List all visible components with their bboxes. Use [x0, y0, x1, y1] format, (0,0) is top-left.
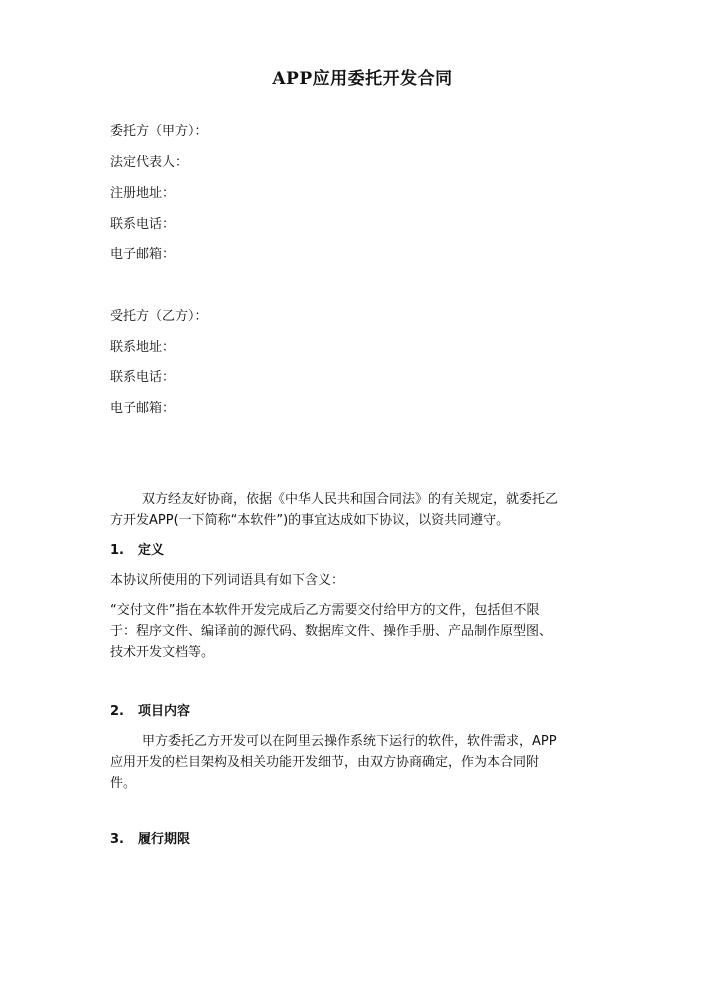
- party-a-email-label: 电子邮箱：: [110, 247, 176, 262]
- party-b-address-label: 联系地址：: [110, 340, 176, 355]
- party-a-name-label: 委托方（甲方）：: [110, 124, 208, 139]
- section-1-line-4: 技术开发文档等。: [110, 645, 215, 660]
- intro-paragraph: [110, 489, 610, 531]
- section-1-line-1: 本协议所使用的下列词语具有如下含义：: [110, 573, 345, 588]
- document-title: APP应用委托开发合同: [272, 69, 453, 89]
- intro-line-1: 双方经友好协商，依据《中华人民共和国合同法》的有关规定，就委托乙: [142, 492, 559, 507]
- section-3-number: 3.: [110, 832, 124, 847]
- party-a-phone-label: 联系电话：: [110, 217, 176, 232]
- party-a-representative-label: 法定代表人：: [110, 155, 189, 170]
- party-b-email-label: 电子邮箱：: [110, 401, 176, 416]
- section-1-line-2: “交付文件”指在本软件开发完成后乙方需要交付给甲方的文件，包括但不限: [110, 603, 540, 618]
- section-2-line-3: 件。: [110, 776, 137, 791]
- section-2-title: 项目内容: [138, 704, 191, 719]
- section-2-heading: [110, 704, 190, 720]
- section-2-line-1: 甲方委托乙方开发可以在阿里云操作系统下运行的软件，软件需求，APP: [142, 734, 557, 749]
- section-3-title: 履行期限: [138, 832, 191, 847]
- section-1-paragraph: [110, 600, 610, 663]
- section-1-title: 定义: [138, 543, 165, 558]
- section-2-paragraph: [110, 731, 610, 794]
- party-a-address-label: 注册地址：: [110, 186, 176, 201]
- section-3-heading: [110, 832, 190, 848]
- section-1-heading: [110, 543, 164, 559]
- party-b-name-label: 受托方（乙方）：: [110, 309, 208, 324]
- section-1-line-3: 于：程序文件、编译前的源代码、数据库文件、操作手册、产品制作原型图、: [110, 624, 553, 639]
- intro-line-2: 方开发APP(一下简称“本软件”)的事宜达成如下协议，以资共同遵守。: [110, 513, 510, 528]
- section-2-number: 2.: [110, 704, 124, 719]
- section-2-line-2: 应用开发的栏目架构及相关功能开发细节，由双方协商确定，作为本合同附: [110, 755, 540, 770]
- section-1-number: 1.: [110, 543, 124, 558]
- party-b-phone-label: 联系电话：: [110, 370, 176, 385]
